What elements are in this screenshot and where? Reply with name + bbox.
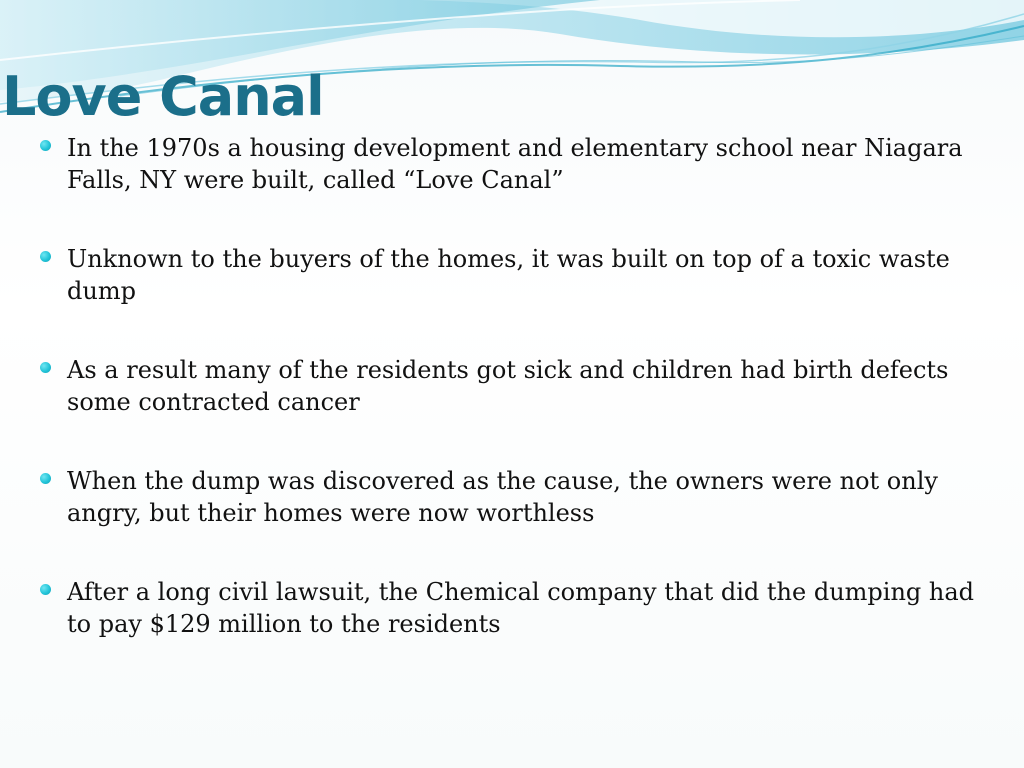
bullet-text: When the dump was discovered as the cause, the owners were not only angry, but their homes were now worthless <box>67 467 938 527</box>
slide-title: Love Canal <box>2 65 324 128</box>
bullet-dot-icon <box>40 584 51 595</box>
bullet-text: In the 1970s a housing development and elementary school near Niagara Falls, NY were built, called “Love Canal” <box>67 134 963 194</box>
bullet-dot-icon <box>40 362 51 373</box>
bullet-dot-icon <box>40 251 51 262</box>
bullet-text: As a result many of the residents got sick and children had birth defects some contracted cancer <box>67 356 949 416</box>
bullet-text: Unknown to the buyers of the homes, it was built on top of a toxic waste dump <box>67 245 950 305</box>
bullet-item <box>38 354 1004 418</box>
bullet-item <box>38 576 1004 640</box>
bullet-item <box>38 132 1004 196</box>
bullet-dot-icon <box>40 140 51 151</box>
bullet-dot-icon <box>40 473 51 484</box>
bullet-text: After a long civil lawsuit, the Chemical company that did the dumping had to pay $129 million to the residents <box>67 578 975 638</box>
bullet-list <box>38 132 1004 687</box>
bullet-item <box>38 243 1004 307</box>
bullet-item <box>38 465 1004 529</box>
